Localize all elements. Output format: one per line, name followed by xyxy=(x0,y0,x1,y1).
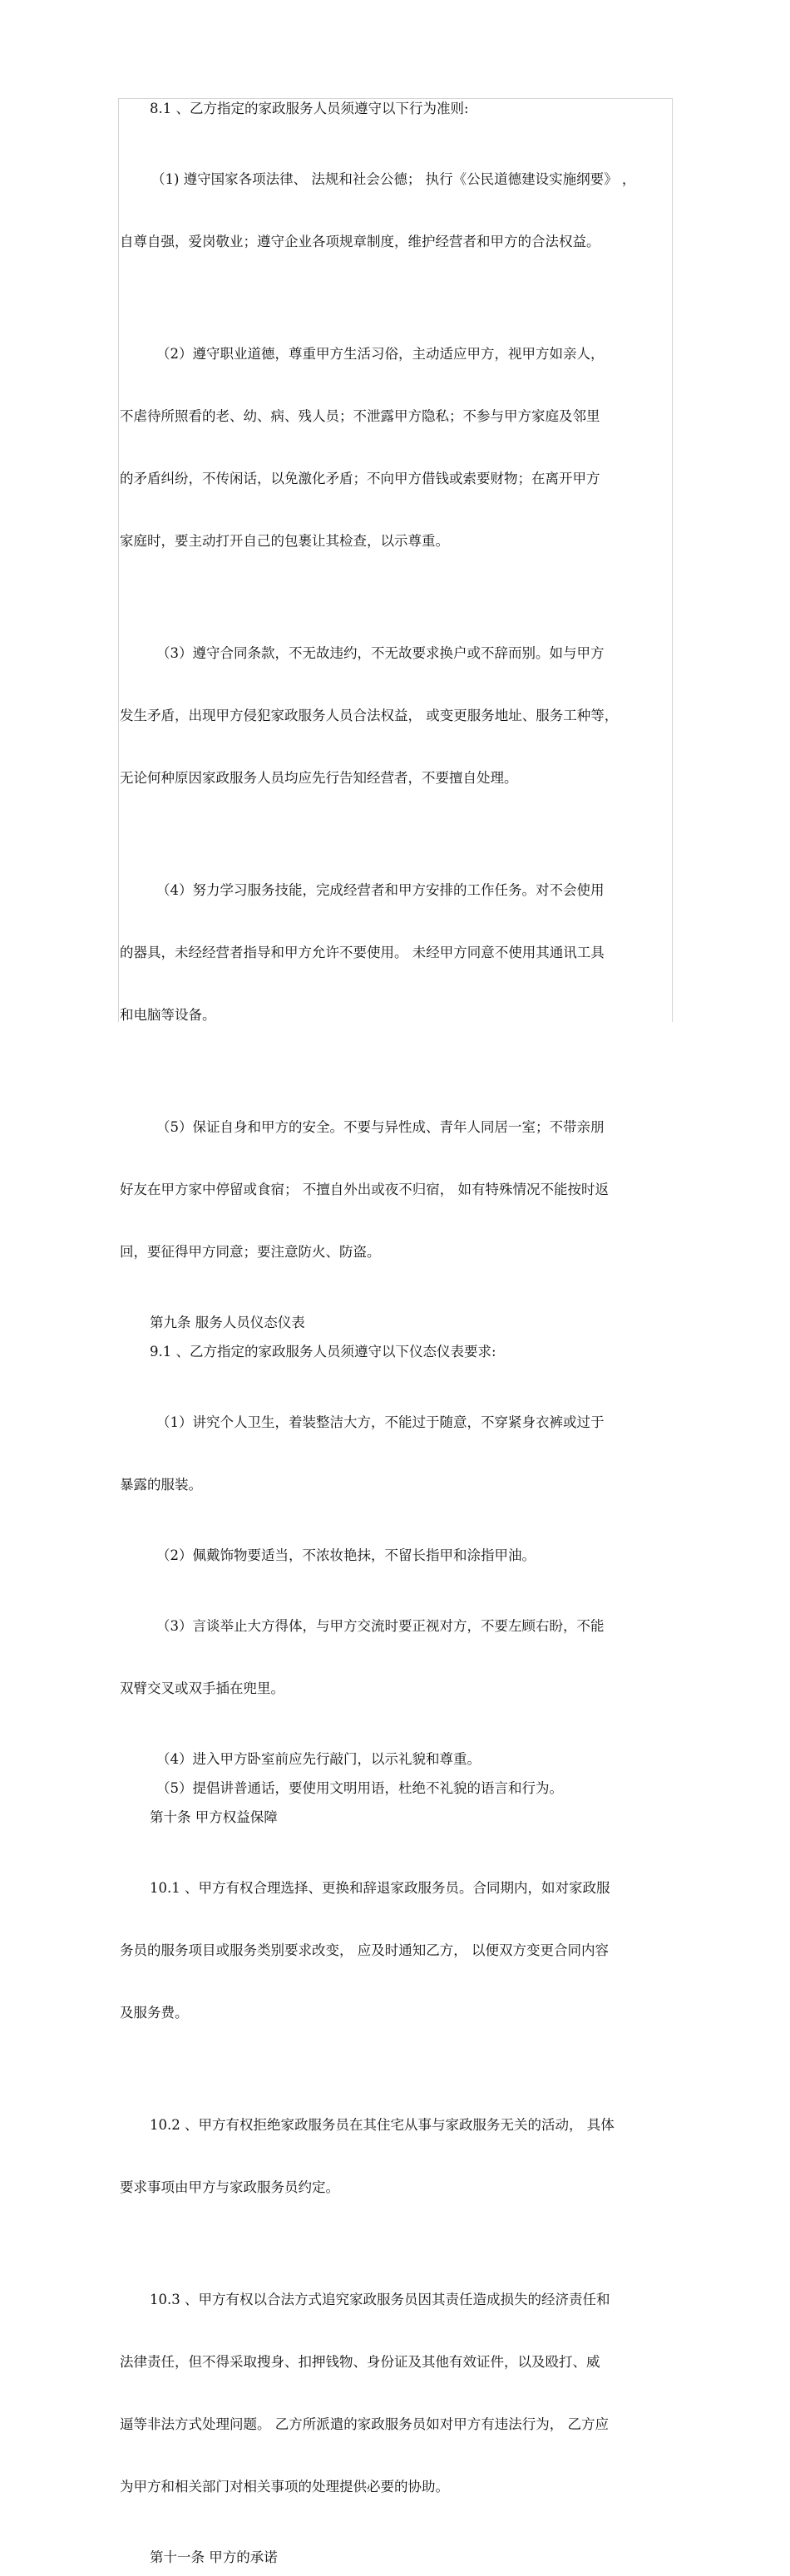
article-10-heading: 第十条 甲方权益保障 xyxy=(150,1809,278,1825)
clause-10-2: 10.2 、甲方有权拒绝家政服务员在其住宅从事与家政服务无关的活动， 具体 要求事项由甲方与家政服务员约定。 xyxy=(120,2117,615,2195)
article-11-heading: 第十一条 甲方的承诺 xyxy=(150,2549,278,2565)
clause-9-1-item-2: （2）佩戴饰物要适当，不浓妆艳抹，不留长指甲和涂指甲油。 xyxy=(156,1547,536,1563)
clause-8-1: 8.1 、乙方指定的家政服务人员须遵守以下行为准则: xyxy=(150,101,469,116)
clause-8-1-item-4: （4）努力学习服务技能，完成经营者和甲方安排的工作任务。对不会使用 的器具，未经经营者指导和甲方允许不要使用。 未经甲方同意不使用其通讯工具 和电脑等设备。 xyxy=(120,882,605,1023)
clause-9-1-item-4: （4）进入甲方卧室前应先行敲门，以示礼貌和尊重。 xyxy=(156,1751,481,1767)
clause-9-1: 9.1 、乙方指定的家政服务人员须遵守以下仪态仪表要求: xyxy=(150,1344,496,1360)
clause-10-1: 10.1 、甲方有权合理选择、更换和辞退家政服务员。合同期内，如对家政服 务员的服务项目或服务类别要求改变， 应及时通知乙方， 以便双方变更合同内容 及服务费。 xyxy=(120,1880,610,2021)
document-body xyxy=(120,98,673,2576)
clause-9-1-item-5: （5）提倡讲普通话，要使用文明用语，杜绝不礼貌的语言和行为。 xyxy=(156,1780,563,1796)
clause-9-1-item-3: （3）言谈举止大方得体，与甲方交流时要正视对方，不要左顾右盼，不能 双臂交叉或双手插在兜里。 xyxy=(120,1618,605,1696)
clause-10-3: 10.3 、甲方有权以合法方式追究家政服务员因其责任造成损失的经济责任和 法律责任，但不得采取搜身、扣押钱物、身份证及其他有效证件，以及殴打、威 逼等非法方式处理问题。 乙方所派遣的家政服务员如对甲方有违法行为， 乙方应 为甲方和相关部门对相关事项的处理提供必要的协助。 xyxy=(120,2292,610,2495)
clause-8-1-item-2: （2）遵守职业道德，尊重甲方生活习俗，主动适应甲方，视甲方如亲人， 不虐待所照看的老、幼、病、残人员；不泄露甲方隐私；不参与甲方家庭及邻里 的矛盾纠纷，不传闲话，以免激化矛盾；不向甲方借钱或索要财物；在离开甲方 家庭时，要主动打开自己的包裹让其检查，以示尊重。 xyxy=(120,346,605,549)
clause-8-1-item-5: （5）保证自身和甲方的安全。不要与异性成、青年人同居一室；不带亲朋 好友在甲方家中停留或食宿； 不擅自外出或夜不归宿， 如有特殊情况不能按时返 回，要征得甲方同意；要注意防火、防盗。 xyxy=(120,1119,609,1260)
clause-9-1-item-1: （1）讲究个人卫生，着装整洁大方，不能过于随意，不穿紧身衣裤或过于 暴露的服装。 xyxy=(120,1414,605,1493)
clause-8-1-item-1: （1) 遵守国家各项法律、 法规和社会公德； 执行《公民道德建设实施纲要》 ， 自尊自强，爱岗敬业；遵守企业各项规章制度，维护经营者和甲方的合法权益。 xyxy=(120,171,636,249)
article-9-heading: 第九条 服务人员仪态仪表 xyxy=(150,1315,305,1330)
clause-8-1-item-3: （3）遵守合同条款，不无故违约，不无故要求换户或不辞而别。如与甲方 发生矛盾，出现甲方侵犯家政服务人员合法权益， 或变更服务地址、服务工种等， 无论何种原因家政服务人员均应先行告知经营者，不要擅自处理。 xyxy=(120,645,619,786)
